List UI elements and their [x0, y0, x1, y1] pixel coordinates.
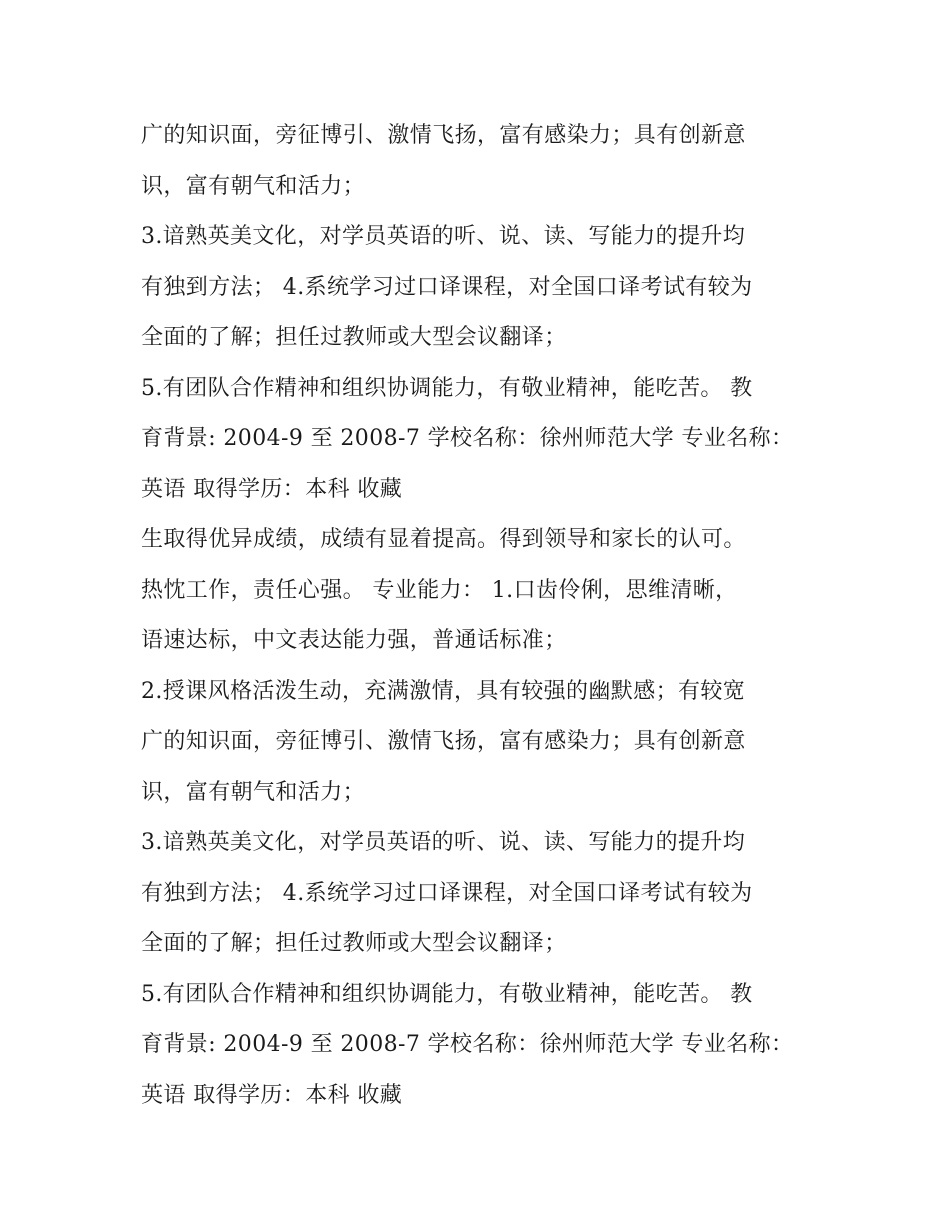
text-line: 有独到方法； 4.系统学习过口译课程，对全国口译考试有较为 [141, 880, 753, 906]
text-line: 英语 取得学历：本科 收藏 [141, 1082, 403, 1108]
text-line: 3.谙熟英美文化，对学员英语的听、说、读、写能力的提升均 [141, 224, 746, 249]
text-line: 识，富有朝气和活力； [141, 779, 366, 805]
text-line: 识，富有朝气和活力； [141, 173, 366, 199]
text-line: 广的知识面，旁征博引、激情飞扬，富有感染力；具有创新意 [141, 123, 746, 148]
text-line: 全面的了解；担任过教师或大型会议翻译； [141, 931, 567, 956]
text-line: 生取得优异成绩，成绩有显着提高。得到领导和家长的认可。 [141, 527, 746, 552]
text-line: 英语 取得学历：本科 收藏 [141, 476, 403, 502]
text-line: 广的知识面，旁征博引、激情飞扬，富有感染力；具有创新意 [141, 729, 746, 754]
text-line: 5.有团队合作精神和组织协调能力，有敬业精神，能吃苦。 教 [141, 375, 753, 401]
text-line: 热忱工作，责任心强。 专业能力： 1.口齿伶俐，思维清晰， [141, 577, 738, 603]
text-line: 有独到方法； 4.系统学习过口译课程，对全国口译考试有较为 [141, 274, 753, 300]
text-line: 语速达标，中文表达能力强，普通话标准； [141, 628, 567, 653]
text-line: 全面的了解；担任过教师或大型会议翻译； [141, 325, 567, 350]
text-line: 2.授课风格活泼生动，充满激情，具有较强的幽默感；有较宽 [141, 678, 746, 704]
text-line: 3.谙熟英美文化，对学员英语的听、说、读、写能力的提升均 [141, 830, 746, 855]
document-body-text [141, 111, 821, 1121]
text-line: 育背景: 2004-9 至 2008-7 学校名称：徐州师范大学 专业名称： [141, 1032, 794, 1057]
text-line: 5.有团队合作精神和组织协调能力，有敬业精神，能吃苦。 教 [141, 981, 753, 1007]
text-line: 育背景: 2004-9 至 2008-7 学校名称：徐州师范大学 专业名称： [141, 426, 794, 451]
